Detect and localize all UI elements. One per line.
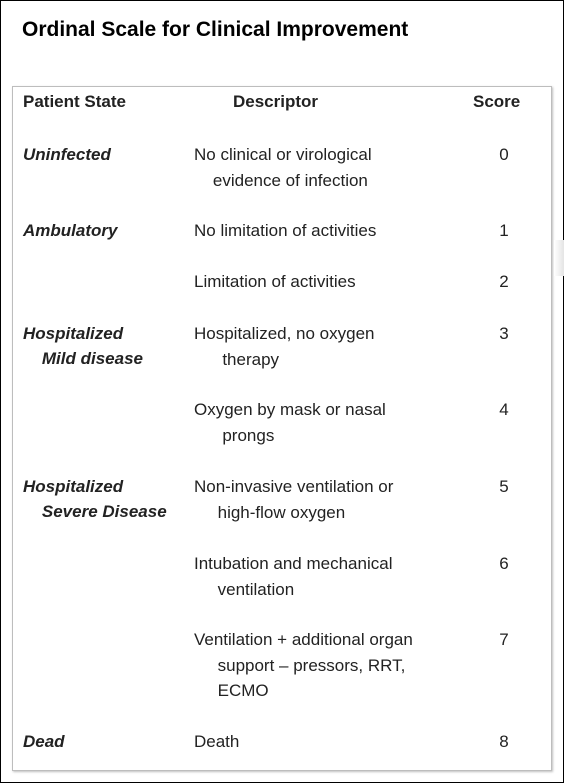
row-descriptor: Death [194,732,240,751]
header-descriptor: Descriptor [233,92,319,111]
row-score: 3 [499,324,509,343]
header-score: Score [473,92,521,111]
row-descriptor: Hospitalized, no oxygen therapy [194,324,375,369]
row-score: 4 [499,400,509,419]
row-descriptor: Intubation and mechanical ventilation [194,554,393,599]
row-state: Ambulatory [23,221,118,240]
row-descriptor: No limitation of activities [194,221,377,240]
row-descriptor: Non-invasive ventilation or high-flow oxygen [194,477,394,522]
row-descriptor: Ventilation + additional organ support – pressors, RRT, ECMO [194,630,413,700]
page-title: Ordinal Scale for Clinical Improvement [22,18,409,41]
row-state: Uninfected [23,145,111,164]
row-state: Dead [23,732,65,751]
row-score: 0 [499,145,509,164]
edge-shadow [554,240,564,276]
row-state: Hospitalized Mild disease [23,324,143,368]
row-state: Hospitalized Severe Disease [23,477,167,521]
row-descriptor: Oxygen by mask or nasal prongs [194,400,386,445]
row-descriptor: Limitation of activities [194,272,356,291]
row-descriptor: No clinical or virological evidence of infection [194,145,372,190]
row-score: 8 [499,732,509,751]
row-score: 6 [499,554,509,573]
row-score: 2 [499,272,509,291]
row-score: 5 [499,477,509,496]
row-score: 1 [499,221,509,240]
header-patient-state: Patient State [23,92,126,111]
row-score: 7 [499,630,509,649]
